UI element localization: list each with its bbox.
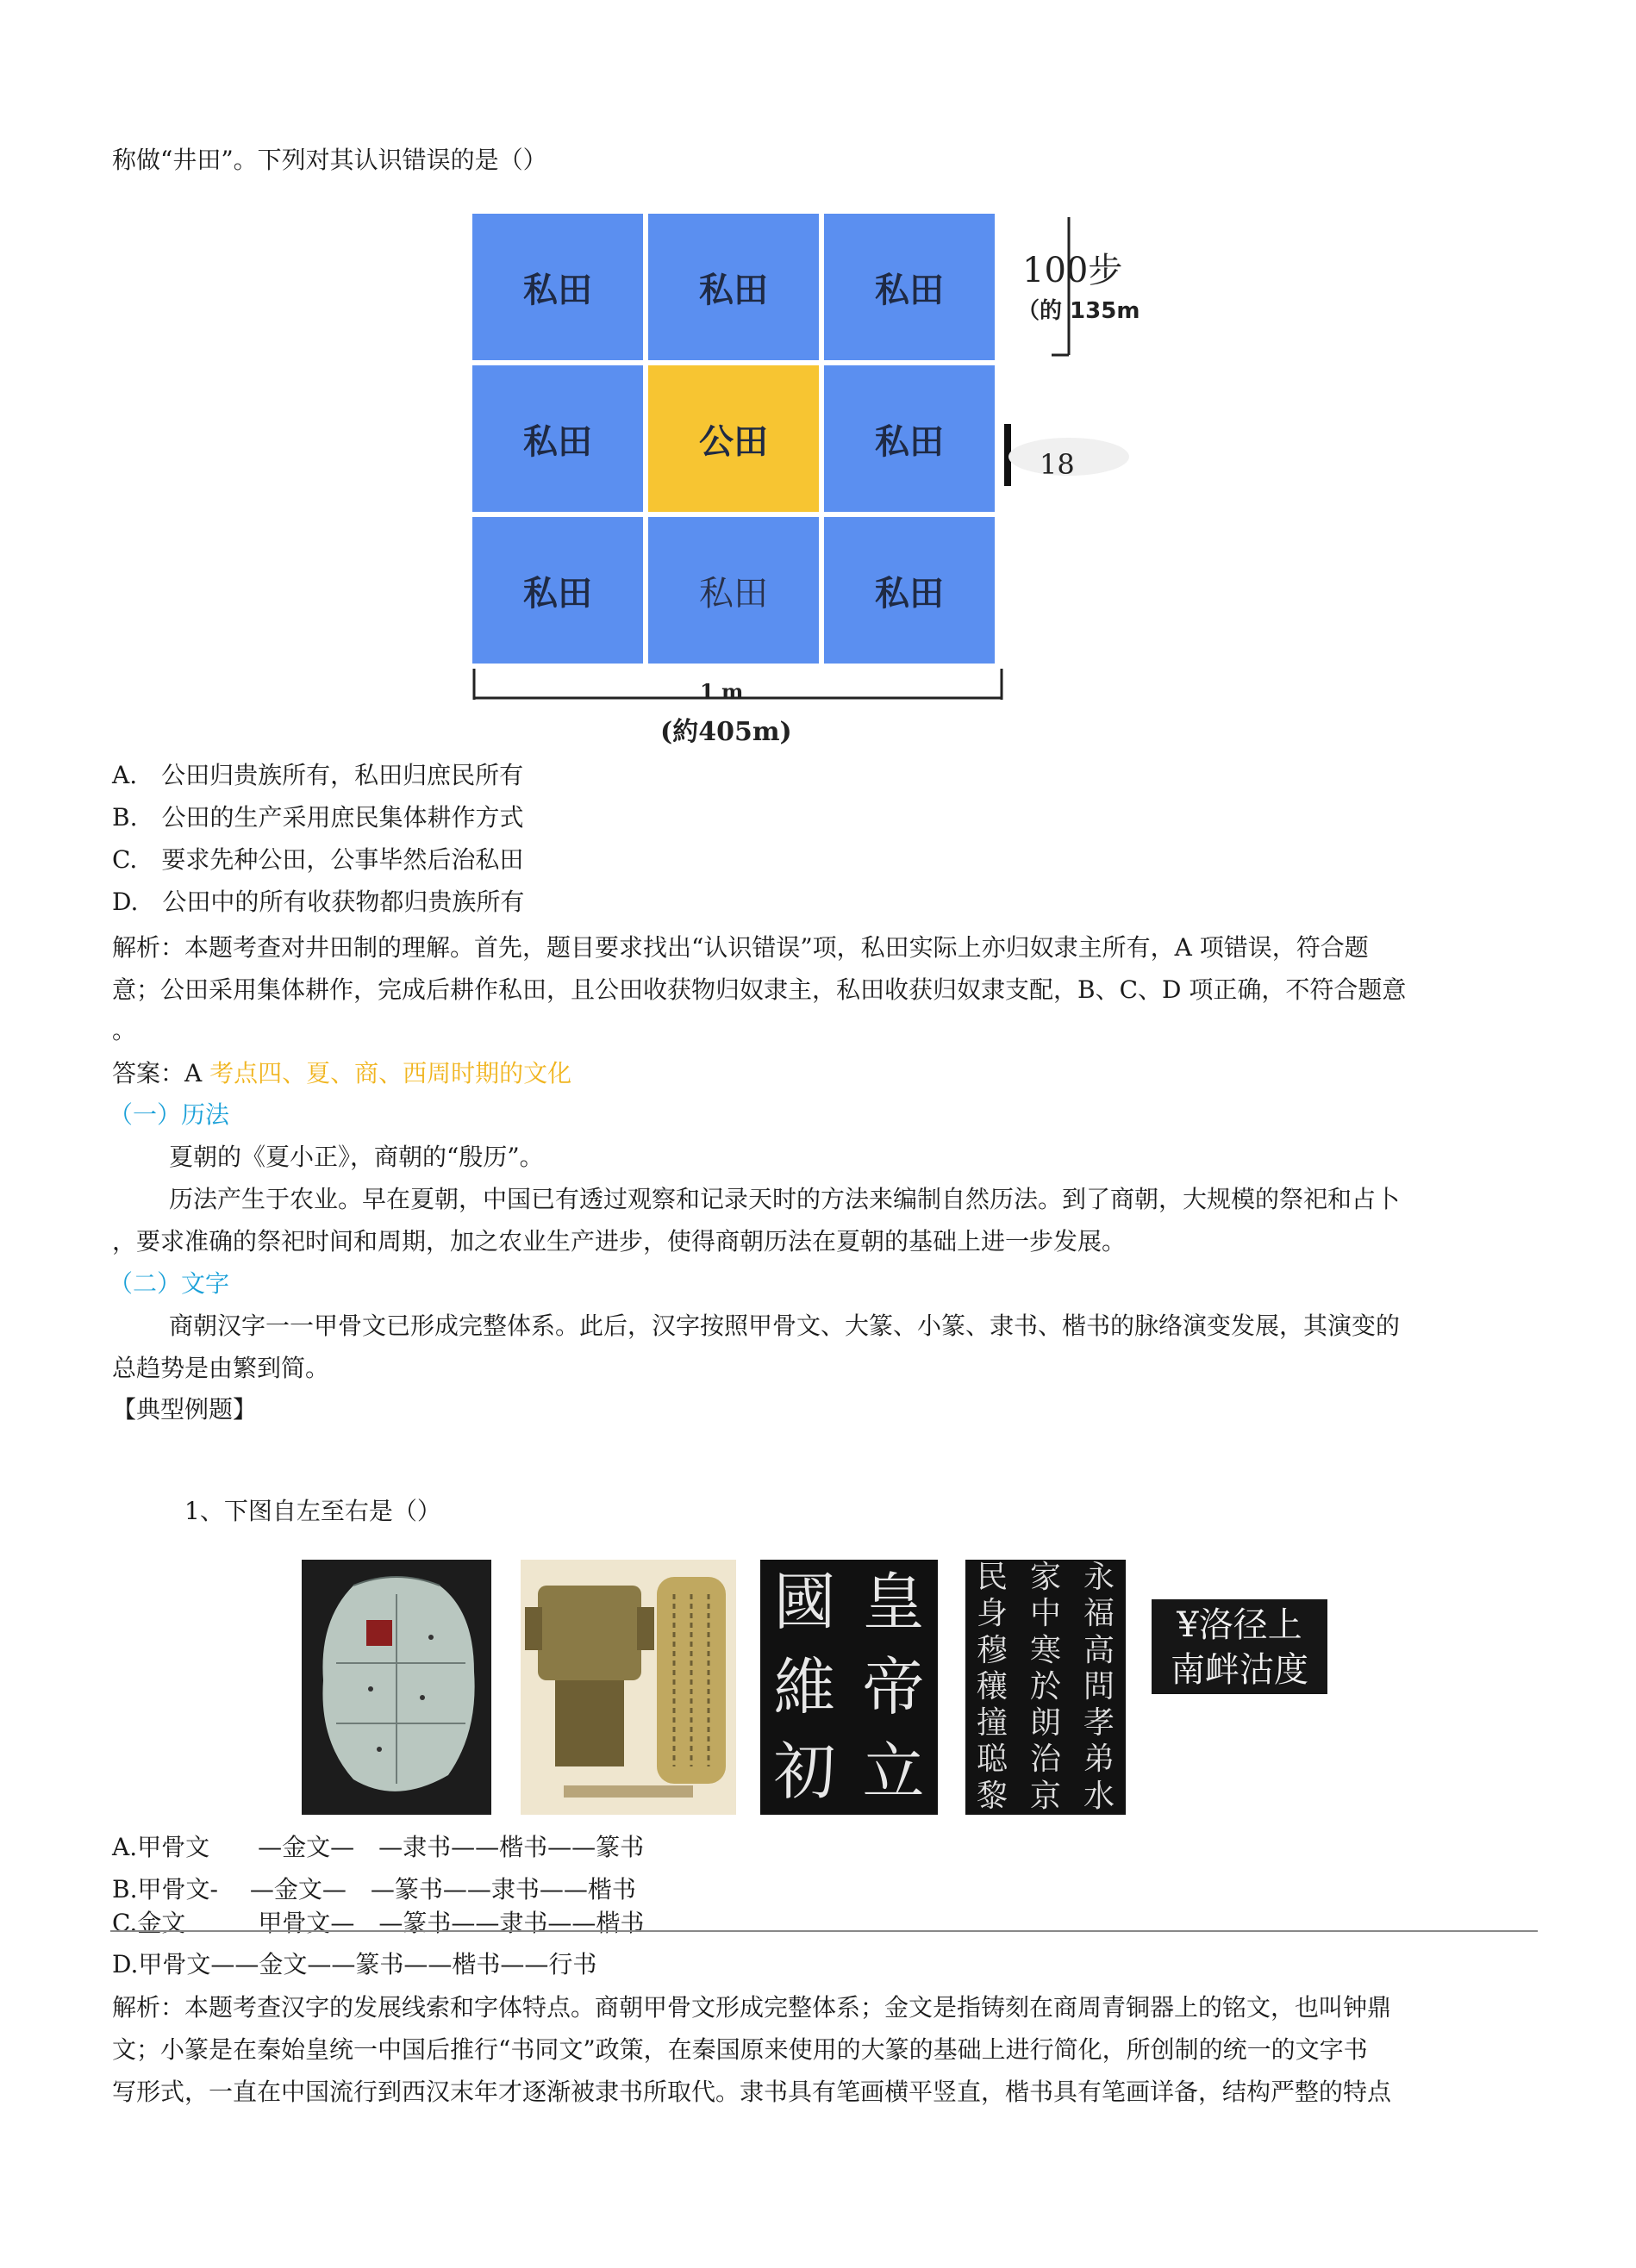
option-d: D. 公田中的所有收获物都归贵族所有	[112, 888, 525, 916]
glyph: 高	[1083, 1632, 1115, 1668]
glyph: 福	[1083, 1596, 1115, 1632]
question-2-stem: 1、下图自左至右是（）	[184, 1497, 441, 1525]
glyph: 初	[773, 1735, 836, 1809]
answer-line	[112, 1056, 571, 1091]
analysis-line: 。	[112, 1016, 137, 1044]
bronze-vessel-shape	[521, 1560, 736, 1815]
body-line: 商朝汉字一一甲骨文已形成完整体系。此后，汉字按照甲骨文、大篆、小篆、隶书、楷书的脉络演变发展，其演变的	[169, 1312, 1401, 1340]
length-label: 100步	[1022, 251, 1123, 290]
glyph: 於	[1029, 1668, 1061, 1704]
length-sub-label: （的 135m	[1017, 298, 1140, 324]
script-line: ¥洛径上	[1177, 1605, 1302, 1645]
glyph: 身	[976, 1596, 1008, 1632]
analysis-line: 解析：本题考查对井田制的理解。首先，题目要求找出“认识错误”项，私田实际上亦归奴隶主所有，A 项错误，符合题	[112, 933, 1369, 962]
oracle-bone-image	[302, 1560, 491, 1815]
glyph: 水	[1083, 1778, 1115, 1814]
body-line: ，要求准确的祭祀时间和周期，加之农业生产进步，使得商朝历法在夏朝的基础上进一步发展。	[112, 1227, 1127, 1256]
seal-script-image	[760, 1560, 938, 1815]
divider-line	[110, 1930, 1538, 1932]
field-cell: 私田	[648, 517, 819, 664]
sub-heading-calendar: （一）历法	[109, 1100, 230, 1129]
analysis-line: 写形式，一直在中国流行到西汉末年才逐渐被隶书所取代。隶书具有笔画横平竖直，楷书具有笔画详备，结构严整的特点	[112, 2078, 1392, 2106]
glyph: 黎	[976, 1778, 1008, 1814]
glyph: 家	[1029, 1560, 1061, 1595]
oracle-bone-shape	[302, 1560, 491, 1815]
bronze-inscription-image	[521, 1560, 736, 1815]
glyph: 穆	[976, 1632, 1008, 1668]
sub-heading-writing: （二）文字	[109, 1269, 230, 1298]
script-line: 南衅沽度	[1171, 1650, 1308, 1690]
width-label: 1 m	[700, 679, 744, 704]
body-line: 夏朝的《夏小正》，商朝的“殷历”。	[169, 1143, 544, 1171]
option-a: A. 公田归贵族所有，私田归庶民所有	[112, 761, 524, 789]
width-sub-label: (約405m)	[660, 717, 792, 747]
glyph: 民	[976, 1560, 1008, 1595]
clerical-script-image	[965, 1560, 1126, 1815]
body-line: 总趋势是由繁到简。	[112, 1354, 330, 1382]
glyph: 撞	[976, 1705, 1008, 1742]
field-cell: 私田	[472, 365, 643, 512]
glyph: 國	[773, 1566, 836, 1638]
glyph: 朗	[1029, 1705, 1061, 1742]
field-cell: 私田	[472, 517, 643, 664]
option-c: C.金文 甲骨文— —篆书——隶书——楷书	[112, 1909, 645, 1937]
glyph: 維	[773, 1650, 836, 1723]
field-cell: 私田	[824, 517, 995, 664]
glyph: 弟	[1083, 1742, 1115, 1778]
glyph: 寒	[1029, 1632, 1061, 1668]
glyph: 京	[1029, 1778, 1061, 1814]
body-line: 历法产生于农业。早在夏朝，中国已有透过观察和记录天时的方法来编制自然历法。到了商朝，大规模的祭祀和占卜	[169, 1185, 1401, 1213]
glyph: 立	[862, 1735, 925, 1809]
glyph: 永	[1083, 1560, 1115, 1595]
analysis-line: 意；公田采用集体耕作，完成后耕作私田，且公田收获物归奴隶主，私田收获归奴隶支配，B、C、D 项正确，不符合题意	[112, 975, 1407, 1004]
glyph: 帝	[862, 1650, 925, 1723]
option-d: D.甲骨文——金文——篆书——楷书——行书	[112, 1950, 597, 1978]
glyph: 皇	[862, 1566, 925, 1638]
regular-script-image	[1152, 1599, 1327, 1694]
field-cell: 私田	[648, 214, 819, 360]
analysis-line: 解析：本题考查汉字的发展线索和字体特点。商朝甲骨文形成完整体系；金文是指铸刻在商周青铜器上的铭文，也叫钟鼎	[112, 1993, 1392, 2022]
section-title: 考点四、夏、商、西周时期的文化	[209, 1059, 572, 1087]
glyph: 聪	[976, 1742, 1008, 1778]
example-heading: 【典型例题】	[112, 1395, 258, 1424]
option-b: B. 公田的生产采用庶民集体耕作方式	[112, 803, 524, 832]
question-stem: 称做“井田”。下列对其认识错误的是（）	[112, 146, 547, 174]
glyph: 孝	[1083, 1705, 1115, 1742]
length-mid-label: 18	[1040, 448, 1075, 481]
field-cell: 私田	[824, 365, 995, 512]
field-cell: 私田	[824, 214, 995, 360]
field-cell: 私田	[472, 214, 643, 360]
option-b: B.甲骨文- —金文— —篆书——隶书——楷书	[112, 1875, 636, 1904]
glyph: 問	[1083, 1668, 1115, 1704]
glyph: 中	[1029, 1596, 1061, 1632]
analysis-line: 文；小篆是在秦始皇统一中国后推行“书同文”政策，在秦国原来使用的大篆的基础上进行简化，所创制的统一的文字书	[112, 2035, 1368, 2064]
option-a: A.甲骨文 —金文— —隶书——楷书——篆书	[112, 1833, 645, 1861]
glyph: 治	[1029, 1742, 1061, 1778]
public-field-cell: 公田	[648, 365, 819, 512]
answer-text: 答案：A	[112, 1059, 203, 1087]
option-c: C. 要求先种公田，公事毕然后治私田	[112, 845, 524, 874]
well-field-diagram	[472, 210, 1007, 745]
glyph: 穰	[976, 1668, 1008, 1704]
